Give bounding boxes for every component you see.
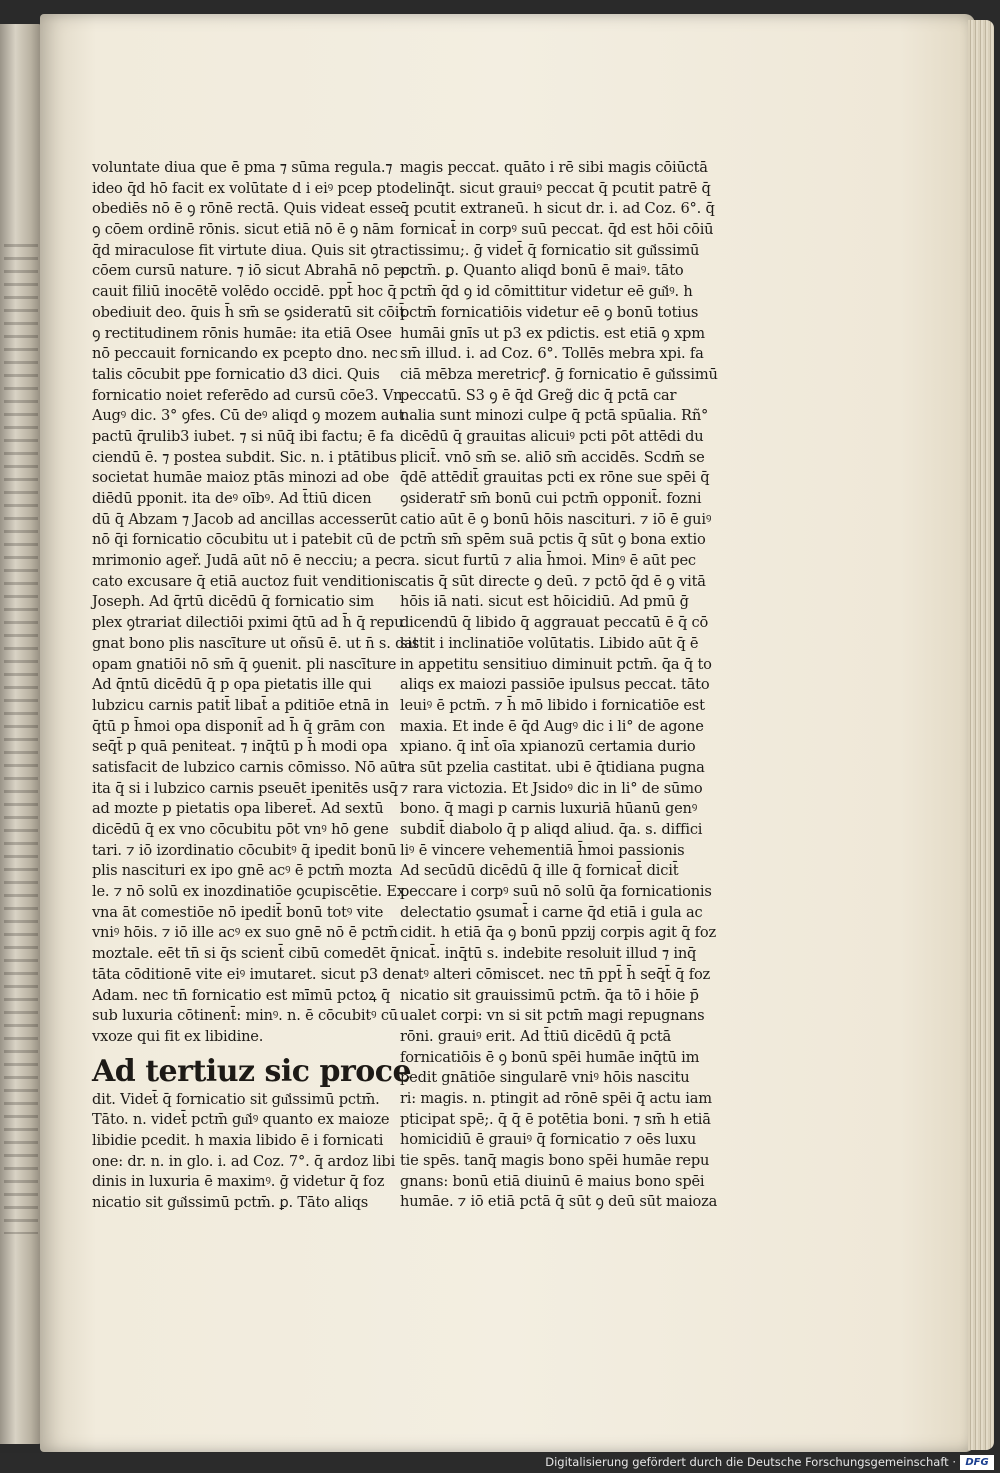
text-line: humāe. ⁊ iō etiā pctā q̄ sūt ꝯ deū sūt maioza <box>400 1193 718 1211</box>
text-line: in appetitu sensitiuo diminuit pctm̄. q̄a q̄ to <box>400 655 712 673</box>
text-line: ad mozte p pietatis opa liberet̄. Ad sextū <box>92 800 384 818</box>
left-text-column <box>92 158 419 1214</box>
digitization-credit: Digitalisierung gefördert durch die Deutsche Forschungsgemeinschaft · <box>545 1455 956 1469</box>
text-line: talis cōcubit ppe fornicatio d3 dici. Quis <box>92 365 380 383</box>
text-line: vxoze qui fit ex libidine. <box>92 1027 264 1045</box>
text-line: one: dr. n. in glo. i. ad Coz. 7°. q̄ ardoz libi <box>92 1152 396 1170</box>
text-line: fornicat̄ in corpꝰ suū peccat. q̄d est hōi cōiū <box>400 221 714 239</box>
text-line: obediēs nō ē ꝯ rōnē rectā. Quis videat esse <box>92 200 401 218</box>
text-line: ⁊ rara victozia. Et Jsidoꝰ dic in li° de sūmo <box>400 779 703 797</box>
text-line: ꝯ cōem ordinē rōnis. sicut etiā nō ē ꝯ nām <box>92 221 394 239</box>
text-line: tāta cōditionē vite eiꝰ imutaret. sicut p3 de <box>92 965 401 983</box>
text-line: tie spēs. tanq̄ magis bono spēi humāe repu <box>400 1152 710 1169</box>
text-line: humāi gnīs ut p3 ex pdictis. est etiā ꝯ xpm <box>400 324 705 342</box>
text-line: peccare i corpꝰ suū nō solū q̄a fornicationis <box>400 883 712 901</box>
text-line: pctm̄ sm̄ spēm suā pctis q̄ sūt ꝯ bona extio <box>400 531 706 549</box>
text-line: pctm̄. ꝑ. Quanto aliqd bonū ē maiꝰ. tāto <box>400 262 684 280</box>
text-line: nō peccauit fornicando ex pcepto dno. nec <box>92 345 398 363</box>
text-line: sistit i inclinatiōe volūtatis. Libido aūt q̄ ē <box>400 634 699 652</box>
text-line: vna āt comestiōe nō ipedit̄ bonū totꝰ vite <box>92 903 384 921</box>
text-line: ideo q̄d hō facit ex volūtate d i eiꝰ pcep pto <box>92 179 400 197</box>
text-line: seq̄t̄ p quā peniteat. ⁊ inq̄tū p h̄ modi opa <box>92 738 388 756</box>
text-line: delectatio ꝯsumat̄ i carne q̄d etiā i gula ac <box>400 903 703 921</box>
text-line: q̄ pcutit extraneū. h sicut dr. i. ad Coz. 6°. q̄ <box>400 200 715 218</box>
text-line: fornicatio noiet referēdo ad cursū cōe3. Vn <box>92 386 403 404</box>
text-line: dit. Videt̄ q̄ fornicatio sit gu͂issimū pctm̄. <box>92 1090 380 1108</box>
text-line: rōni. grauiꝰ erit. Ad t̄tiū dicēdū q̄ pctā <box>400 1027 672 1045</box>
text-line: ꝯ rectitudinem rōnis humāe: ita etiā Osee <box>92 324 392 342</box>
text-line: hōis iā nati. sicut est hōicidiū. Ad pmū ḡ <box>400 593 689 611</box>
page-block-edges <box>968 20 994 1450</box>
text-line: q̄tū p h̄moi opa disponit̄ ad h̄ q̄ grām con <box>92 717 385 735</box>
text-line: plis nascituri ex ipo gnē acꝰ ē pctm̄ mozta <box>92 862 393 880</box>
text-line: Adam. nec tn̄ fornicatio est mīmū pctoꝝ q̄ <box>92 986 391 1004</box>
text-line: pctm̄ fornicatiōis videtur eē ꝯ bonū totius <box>400 303 699 321</box>
text-line: pactū q̄rulib3 iubet. ⁊ si nūq̄ ibi factu; ē fa <box>92 427 394 445</box>
text-line: ciendū ē. ⁊ postea subdit. Sic. n. i ptātibus <box>92 448 397 466</box>
text-line: plex ꝯtrariat dilectiōi pximi q̄tū ad h̄ q̄ repu <box>92 614 404 632</box>
text-line: gnat bono plis nascīture ut oñsū ē. ut n̄ s. dat <box>92 634 419 652</box>
text-line: satisfacit de lubzico carnis cōmisso. Nō aūt <box>92 758 404 776</box>
text-line: nicatio sit grauissimū pctm̄. q̄a tō i hōie p̄ <box>400 986 699 1004</box>
text-line: ciā mēbza meretricꝭ. ḡ fornicatio ē gu͂issimū <box>400 365 718 383</box>
text-line: fornicatiōis ē ꝯ bonū spēi humāe inq̄tū im <box>400 1048 700 1066</box>
text-line: q̄d miraculose fit virtute diua. Quis sit ꝯtra <box>92 241 400 259</box>
text-line: liꝰ ē vincere vehementiā h̄moi passionis <box>400 841 685 859</box>
text-line: dinis in luxuria ē maximꝰ. ḡ videtur q̄ foz <box>92 1173 385 1191</box>
text-line: pticipat spē;. q̄ q̄ ē potētia boni. ⁊ sm̄ h etiā <box>400 1110 711 1128</box>
dfg-logo: DFG <box>960 1455 994 1470</box>
text-line: sm̄ illud. i. ad Coz. 6°. Tollēs mebra xpi. fa <box>400 345 704 363</box>
text-line: catis q̄ sūt directe ꝯ deū. ⁊ pctō q̄d ē ꝯ vitā <box>400 572 706 590</box>
text-line: obediuit deo. q̄uis h̄ sm̄ se ꝯsideratū sit cōit̄ <box>92 303 405 321</box>
text-line: Augꝰ dic. 3° ꝯfes. Cū deꝰ aliqd ꝯ mozem aut <box>92 407 405 425</box>
text-line: dicēdū q̄ ex vno cōcubitu pōt vnꝰ hō gene <box>92 821 389 838</box>
text-line: Ad secūdū dicēdū q̄ ille q̄ fornicat̄ dicit̄ <box>400 862 679 880</box>
text-line: ra. sicut furtū ⁊ alia h̄moi. Minꝰ ē aūt pec <box>400 552 696 570</box>
text-line: pedit gnātiōe singularē vniꝰ hōis nascitu <box>400 1069 690 1087</box>
text-line: leuiꝰ ē pctm̄. ⁊ h̄ mō libido i fornicatiōe est <box>400 696 705 714</box>
text-line: le. ⁊ nō solū ex inozdinatiōe ꝯcupiscētie. Ex <box>92 883 405 901</box>
text-line: cidit. h etiā q̄a ꝯ bonū ppzij corpis agit q̄ foz <box>400 924 716 942</box>
article-heading: Ad tertiuz sic proce <box>92 1053 412 1089</box>
text-line: cauit filiū inocētē volēdo occidē. ppt̄ hoc q̄ <box>92 283 397 301</box>
text-line: maxia. Et inde ē q̄d Augꝰ dic i li° de agone <box>400 717 704 735</box>
text-line: gnans: bonū etiā diuinū ē maius bono spēi <box>400 1172 705 1190</box>
text-line: ctissimu;. ḡ videt̄ q̄ fornicatio sit gu͂issimū <box>400 241 700 259</box>
text-line: catio aūt ē ꝯ bonū hōis nascituri. ⁊ iō ē guiꝰ <box>400 510 712 528</box>
text-line: ꝯsideratr̄ sm̄ bonū cui pctm̄ opponit̄. fozni <box>400 490 702 507</box>
text-line: ra sūt pzelia castitat. ubi ē q̄tidiana pugna <box>400 758 705 776</box>
text-line: libidie pcedit. h maxia libido ē i fornicati <box>92 1131 384 1149</box>
text-line: nō q̄i fornicatio cōcubitu ut i patebit cū de <box>92 531 396 549</box>
text-line: magis peccat. quāto i rē sibi magis cōiūctā <box>400 159 708 176</box>
text-line: mrimonio ageř. Judā aūt nō ē necciu; a pec <box>92 552 401 570</box>
text-line: dicendū q̄ libido q̄ aggrauat peccatū ē q̄ cō <box>400 614 709 632</box>
text-line: Joseph. Ad q̄rtū dicēdū q̄ fornicatio sim <box>92 593 374 611</box>
text-line: tari. ⁊ iō izordinatio cōcubitꝰ q̄ ipedit bonū <box>92 841 397 859</box>
text-line: voluntate diua que ē pma ⁊ sūma regula.⁊ <box>92 159 393 176</box>
right-text-column <box>400 158 718 1213</box>
text-line: nicatio sit gu͂issimū pctm̄. ꝑ. Tāto aliqs <box>92 1194 369 1211</box>
text-line: dicēdū q̄ grauitas alicuiꝰ pcti pōt attēdi du <box>400 427 704 445</box>
text-line: q̄dē attēdit̄ grauitas pcti ex rōne sue spēi q̄ <box>400 469 710 487</box>
text-line: nicat̄. inq̄tū s. indebite resoluit illud ⁊ inq̄ <box>400 945 697 963</box>
text-line: nalia sunt minozi culpe q̄ pctā spūalia. Rñ° <box>400 407 709 425</box>
text-line: xpiano. q̄ int̄ oīa xpianozū certamia durio <box>400 738 696 756</box>
text-line: Ad q̄ntū dicēdū q̄ p opa pietatis ille qui <box>92 676 372 694</box>
text-line: ri: magis. n. ptingit ad rōnē spēi q̄ actu iam <box>400 1089 712 1107</box>
text-line: ita q̄ si i lubzico carnis pseuēt ipenitēs usq̄ <box>92 779 398 797</box>
facing-page-edge <box>0 24 44 1444</box>
text-line: lubzicu carnis patit̄ libat̄ a pditiōe etnā in <box>92 696 389 714</box>
text-line: ualet corpi: vn si sit pctm̄ magi repugnans <box>400 1007 705 1025</box>
text-line: sub luxuria cōtinent̄: minꝰ. n. ē cōcubitꝰ cū <box>92 1007 398 1025</box>
text-line: cato excusare q̄ etiā auctoz fuit venditionis <box>92 572 402 590</box>
text-line: plicit̄. vnō sm̄ se. aliō sm̄ accidēs. Scdm̄ se <box>400 448 705 466</box>
text-line: cōem cursū nature. ⁊ iō sicut Abrahā nō pec <box>92 262 410 280</box>
text-line: bono. q̄ magi p carnis luxuriā hūanū genꝰ <box>400 800 698 818</box>
text-line: natꝰ alteri cōmiscet. nec tn̄ ppt̄ h̄ seq̄t̄ q̄ foz <box>400 965 711 983</box>
text-line: homicidiū ē grauiꝰ q̄ fornicatio ⁊ oēs luxu <box>400 1131 697 1149</box>
text-line: delinq̄t. sicut grauiꝰ peccat q̄ pcutit patrē q̄ <box>400 179 711 197</box>
text-line: pctm̄ q̄d ꝯ id cōmittitur videtur eē gu͂iꝰ. h <box>400 283 693 301</box>
text-line: peccatū. S3 ꝯ ē q̄d Greg̃ dic q̄ pctā car <box>400 386 677 404</box>
text-line: opam gnatiōi nō sm̄ q̄ ꝯuenit. pli nascīture <box>92 655 397 673</box>
text-line: vniꝰ hōis. ⁊ iō ille acꝰ ex suo gnē nō ē pctm̄ <box>92 924 398 942</box>
text-line: dū q̄ Abzam ⁊ Jacob ad ancillas accesserūt <box>92 510 397 528</box>
text-line: societat humāe maioz ptās minozi ad obe <box>92 469 390 487</box>
text-line: Tāto. n. videt̄ pctm̄ gu͂iꝰ quanto ex maioze <box>92 1111 390 1129</box>
text-line: moztale. eēt tn̄ si q̄s scient̄ cibū comedēt q̄ <box>92 945 400 963</box>
text-line: diēdū pponit. ita deꝰ oībꝰ. Ad t̄tiū dicen <box>92 490 372 507</box>
facing-page-text-fragment <box>4 234 38 1234</box>
text-line: subdit̄ diabolo q̄ p aliqd aliud. q̄a. s. diffici <box>400 821 703 838</box>
text-line: aliqs ex maiozi passiōe ipulsus peccat. tāto <box>400 676 710 694</box>
